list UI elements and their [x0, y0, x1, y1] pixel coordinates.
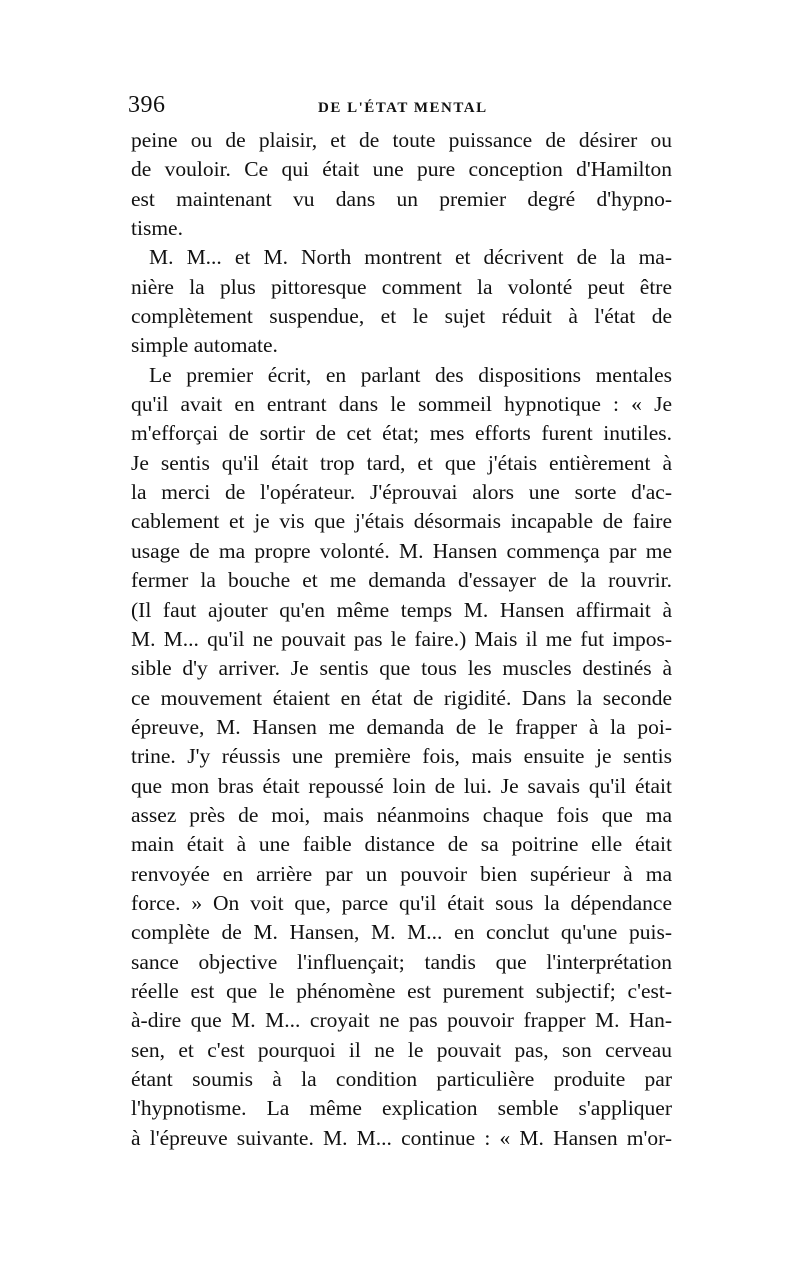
- text-line: m'efforçai de sortir de cet état; mes efforts furent inutiles.: [131, 421, 672, 446]
- text-line: l'hypnotisme. La même explication semble s'appliquer: [131, 1096, 672, 1121]
- text-line: cablement et je vis que j'étais désormais incapable de faire: [131, 509, 672, 534]
- text-line: sible d'y arriver. Je sentis que tous les muscles destinés à: [131, 656, 672, 681]
- text-line: tisme.: [131, 216, 183, 241]
- text-line: sen, et c'est pourquoi il ne le pouvait pas, son cerveau: [131, 1037, 672, 1062]
- text-line: à l'épreuve suivante. M. M... continue : « M. Hansen m'or-: [131, 1125, 672, 1150]
- text-line: simple automate.: [131, 333, 278, 358]
- text-line: étant soumis à la condition particulière produite par: [131, 1067, 672, 1091]
- text-line: la merci de l'opérateur. J'éprouvai alors une sorte d'ac-: [131, 480, 672, 505]
- text-line: à-dire que M. M... croyait ne pas pouvoir frapper M. Han-: [131, 1008, 672, 1033]
- text-line: Le premier écrit, en parlant des dispositions mentales: [149, 362, 672, 387]
- text-line: force. » On voit que, parce qu'il était sous la dépendance: [131, 890, 672, 915]
- text-line: fermer la bouche et me demanda d'essayer de la rouvrir.: [131, 568, 672, 593]
- text-line: ce mouvement étaient en état de rigidité. Dans la seconde: [131, 685, 672, 710]
- text-line: Je sentis qu'il était trop tard, et que j'étais entièrement à: [131, 450, 672, 475]
- text-line: peine ou de plaisir, et de toute puissance de désirer ou: [131, 128, 672, 152]
- page-number: 396: [128, 92, 166, 118]
- text-line: nière la plus pittoresque comment la volonté peut être: [131, 274, 672, 299]
- text-line: sance objective l'influençait; tandis que l'interprétation: [131, 949, 672, 974]
- text-line: assez près de moi, mais néanmoins chaque fois que ma: [131, 802, 672, 827]
- text-line: réelle est que le phénomène est purement subjectif; c'est-: [131, 978, 672, 1003]
- running-title: DE L'ÉTAT MENTAL: [318, 100, 488, 116]
- text-line: M. M... et M. North montrent et décrivent de la ma-: [149, 245, 672, 270]
- text-line: renvoyée en arrière par un pouvoir bien supérieur à ma: [131, 861, 672, 886]
- body-text: [131, 126, 672, 1153]
- text-line: est maintenant vu dans un premier degré d'hypno-: [131, 186, 672, 211]
- page-header: [128, 92, 673, 126]
- text-line: usage de ma propre volonté. M. Hansen commença par me: [131, 538, 672, 563]
- text-line: que mon bras était repoussé loin de lui. Je savais qu'il était: [131, 773, 672, 798]
- text-line: qu'il avait en entrant dans le sommeil hypnotique : « Je: [131, 392, 672, 417]
- text-line: complètement suspendue, et le sujet réduit à l'état de: [131, 304, 672, 329]
- text-line: de vouloir. Ce qui était une pure conception d'Hamilton: [131, 157, 672, 182]
- text-line: complète de M. Hansen, M. M... en conclut qu'une puis-: [131, 920, 672, 945]
- text-line: main était à une faible distance de sa poitrine elle était: [131, 832, 672, 857]
- text-line: épreuve, M. Hansen me demanda de le frapper à la poi-: [131, 714, 672, 739]
- text-line: M. M... qu'il ne pouvait pas le faire.) Mais il me fut impos-: [131, 626, 672, 651]
- text-line: trine. J'y réussis une première fois, mais ensuite je sentis: [131, 744, 672, 769]
- text-line: (Il faut ajouter qu'en même temps M. Hansen affirmait à: [131, 597, 672, 622]
